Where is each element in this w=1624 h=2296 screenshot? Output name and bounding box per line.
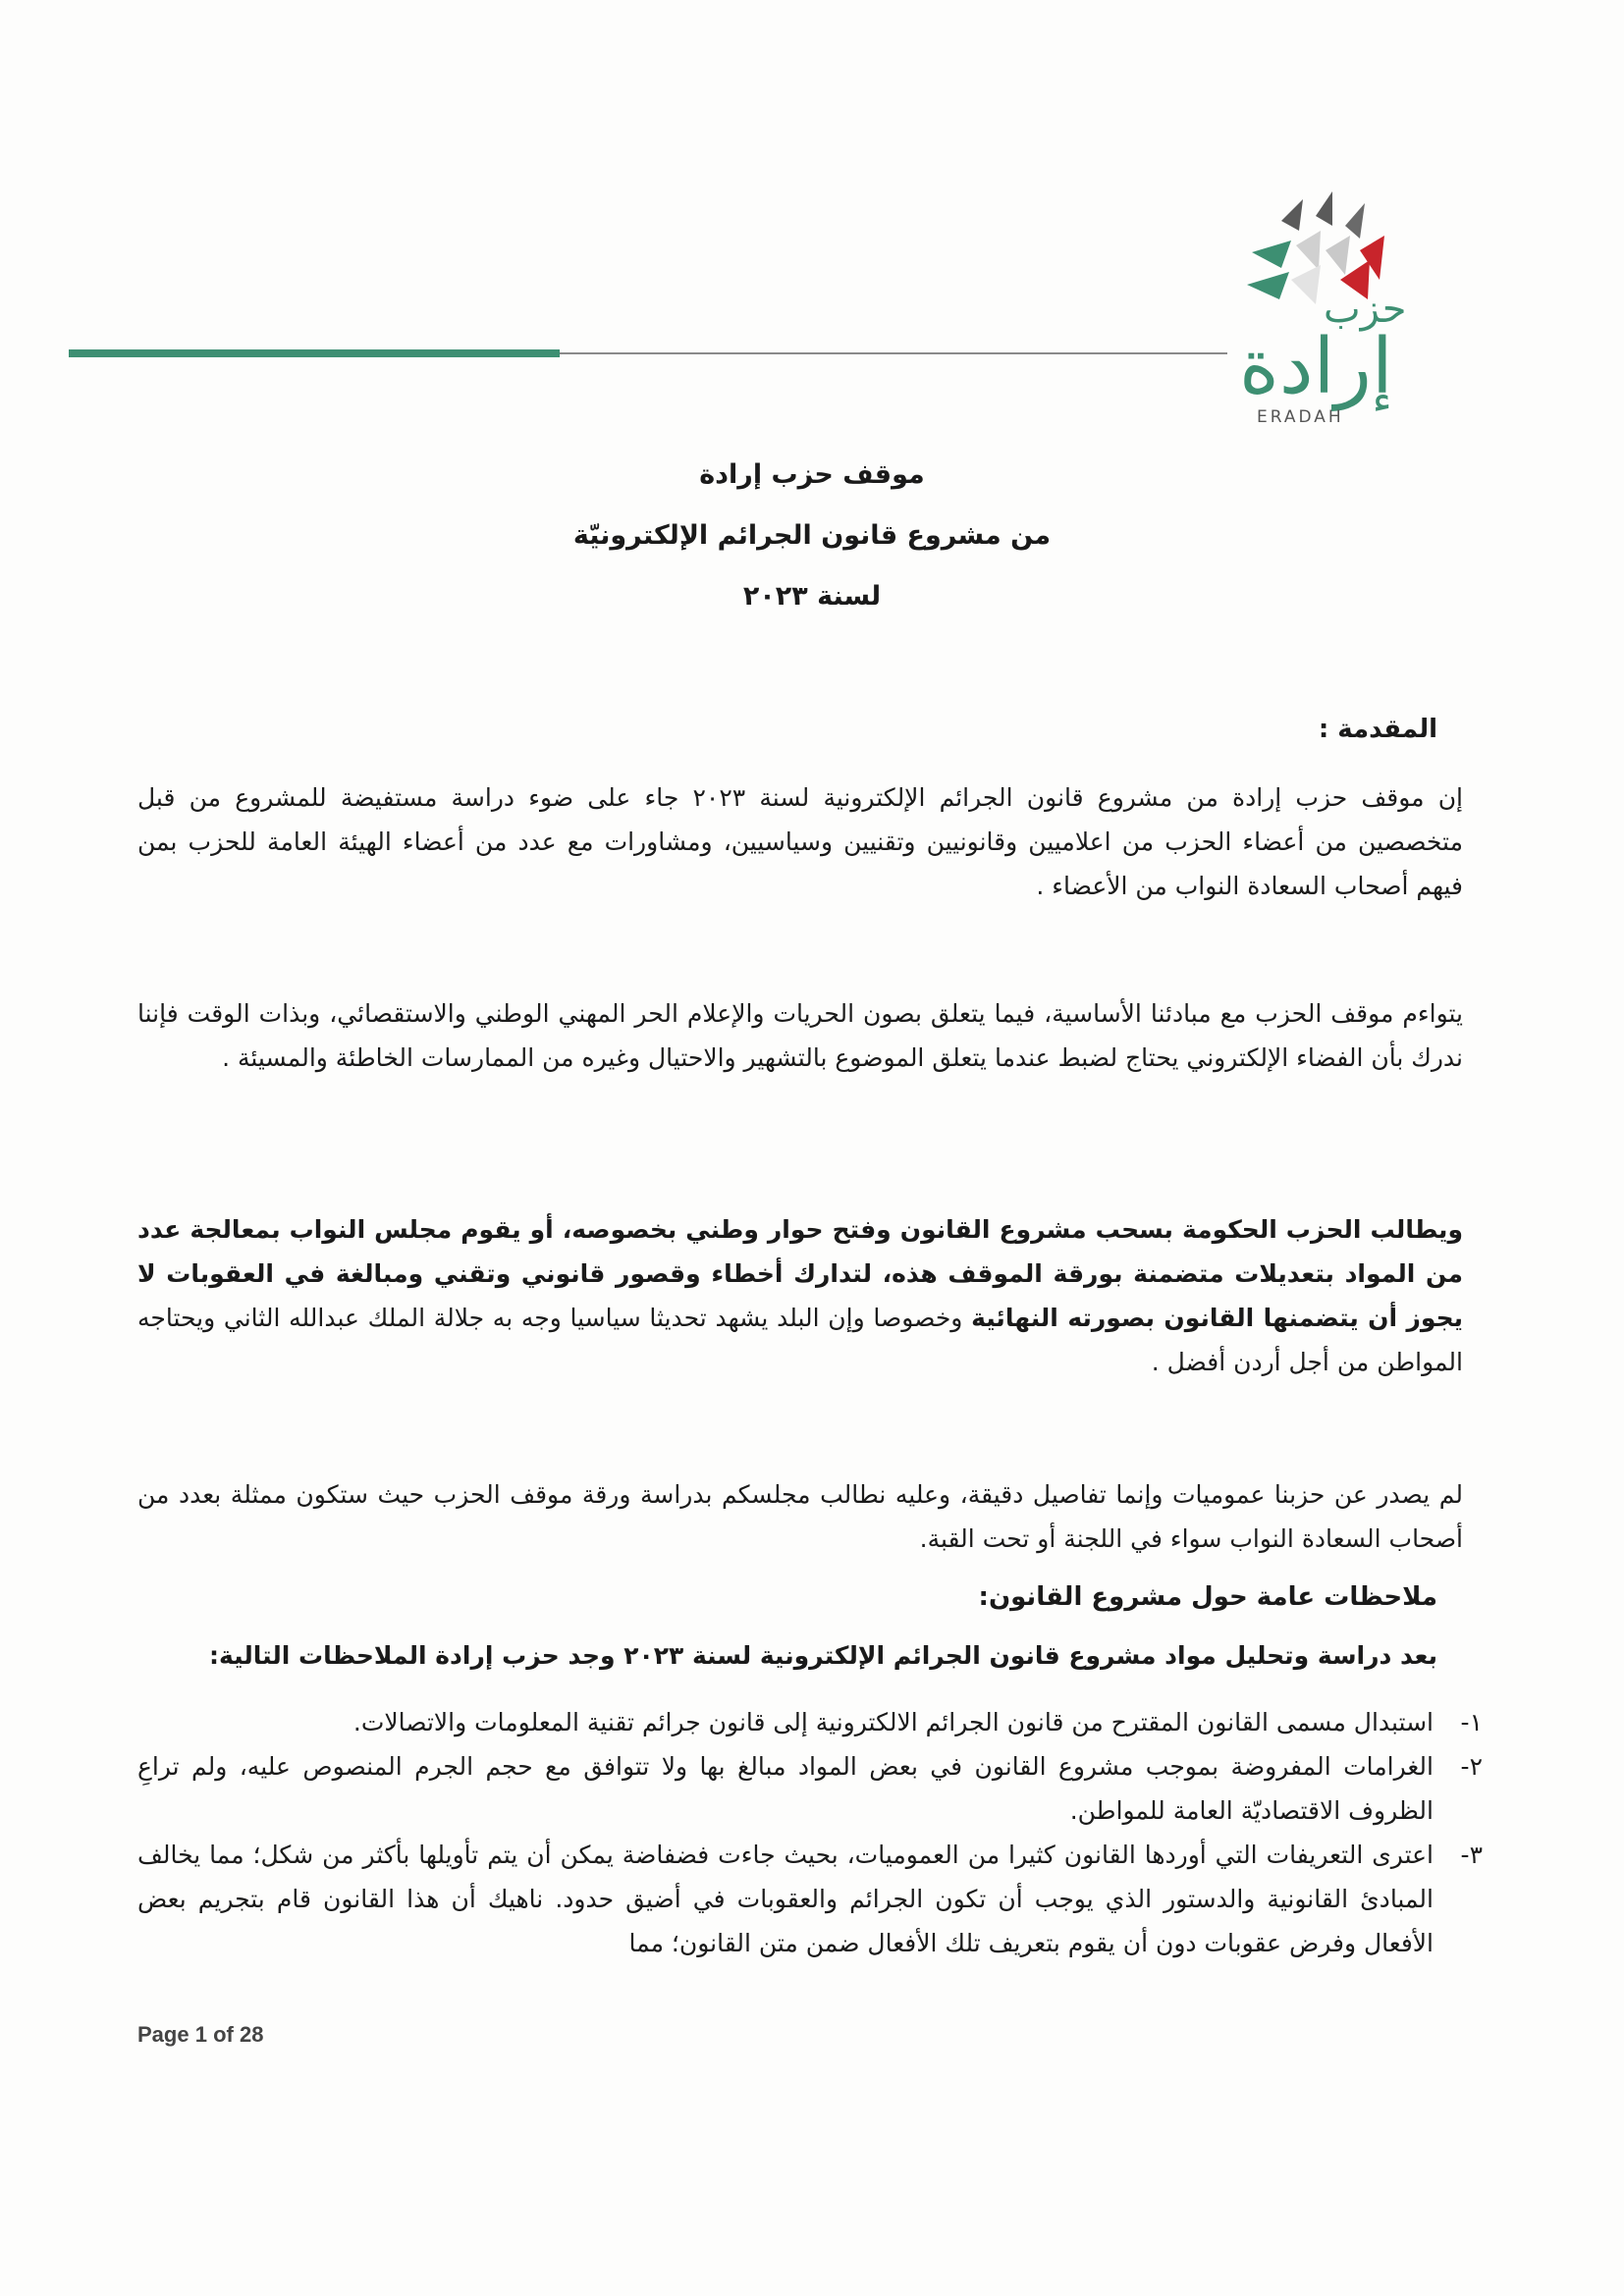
paragraph-1-text: إن موقف حزب إرادة من مشروع قانون الجرائم الإلكترونية لسنة ٢٠٢٣ جاء على ضوء دراسة مستفيضة للمشروع من قبل متخصصين من أعضاء الحزب من اعلاميين وقانونيين وتقنيين وسياسيين، ومشاورات مع عدد من أعضاء الهيئة العامة للحزب بمن فيهم أصحاب السعادة النواب من الأعضاء .	[137, 783, 1463, 900]
paragraph-3-bold-text: ويطالب الحزب الحكومة بسحب مشروع القانون وفتح حوار وطني بخصوصه، أو يقوم مجلس النواب بمعالجة عدد من المواد بتعديلات متضمنة بورقة الموقف هذه، لتدارك أخطاء وقصور قانوني وتقني ومبالغة في العقوبات لا يجوز أن يتضمنها القانون بصورته النهائية	[137, 1215, 1464, 1332]
page-total: 28	[239, 2022, 264, 2047]
title-line-2: من مشروع قانون الجرائم الإلكترونيّة	[572, 520, 1052, 551]
list-item-text: استبدال مسمى القانون المقترح من قانون الجرائم الالكترونية إلى قانون جرائم تقنية المعلومات والاتصالات.	[352, 1708, 1434, 1736]
list-item	[137, 1744, 1483, 1833]
notes-heading: ملاحظات عامة حول مشروع القانون:	[978, 1582, 1437, 1612]
paragraph-3	[137, 1207, 1463, 1384]
notes-intro: بعد دراسة وتحليل مواد مشروع قانون الجرائم الإلكترونية لسنة ٢٠٢٣ وجد حزب إرادة الملاحظات التالية:	[209, 1641, 1437, 1670]
logo-party-word: حزب	[1324, 287, 1407, 332]
page-number	[137, 2022, 263, 2048]
paragraph-4	[137, 1472, 1463, 1561]
paragraph-2	[137, 991, 1463, 1080]
list-item-number: ٢-	[1460, 1752, 1483, 1781]
page-word: Page	[137, 2022, 189, 2047]
paragraph-1	[137, 775, 1463, 908]
paragraph-4-text: لم يصدر عن حزبنا عموميات وإنما تفاصيل دقيقة، وعليه نطالب مجلسكم بدراسة ورقة موقف الحزب حيث ستكون ممثلة بعدد من أصحاب السعادة النواب سواء في اللجنة أو تحت القبة.	[137, 1480, 1463, 1553]
title-line-3: لسنة ٢٠٢٣	[742, 581, 882, 612]
list-item-text: الغرامات المفروضة بموجب مشروع القانون في بعض المواد مبالغ بها ولا تتوافق مع حجم الجرم المنصوص عليه، ولم تراعِ الظروف الاقتصاديّة العامة للمواطن.	[137, 1752, 1434, 1825]
list-item-number: ١-	[1460, 1708, 1483, 1736]
list-item-number: ٣-	[1460, 1841, 1483, 1869]
notes-list	[137, 1700, 1483, 1965]
paragraph-3-text: وخصوصا وإن البلد يشهد تحديثا سياسيا وجه به جلالة الملك عبدالله الثاني ويحتاجه المواطن من أجل أردن أفضل .	[137, 1304, 1463, 1376]
header-rule-gray	[560, 352, 1227, 354]
title-line-1: موقف حزب إرادة	[699, 459, 925, 490]
page-current: 1	[194, 2022, 207, 2047]
list-item	[137, 1833, 1483, 1965]
logo-latin: ERADAH	[1257, 407, 1344, 427]
intro-heading: المقدمة :	[1318, 715, 1437, 744]
list-item-text: اعترى التعريفات التي أوردها القانون كثيرا من العموميات، بحيث جاءت فضفاضة يمكن أن يتم تأويلها بأكثر من شكل؛ مما يخالف المبادئ القانونية والدستور الذي يوجب أن تكون الجرائم والعقوبات في أضيق حدود. ناهيك أن هذا القانون قام بتجريم بعض الأفعال وفرض عقوبات دون أن يقوم بتعريف تلك الأفعال ضمن متن القانون؛ مما	[137, 1841, 1434, 1957]
logo-name: إرادة	[1239, 323, 1393, 411]
of-word: of	[213, 2022, 234, 2047]
list-item	[137, 1700, 1483, 1744]
paragraph-2-text: يتواءم موقف الحزب مع مبادئنا الأساسية، فيما يتعلق بصون الحريات والإعلام الحر المهني الوطني والاستقصائي، وبذات الوقت فإننا ندرك بأن الفضاء الإلكتروني يحتاج لضبط عندما يتعلق الموضوع بالتشهير والاحتيال وغيره من الممارسات الخاطئة والمسيئة .	[137, 999, 1463, 1072]
header-rule-green	[69, 349, 560, 357]
